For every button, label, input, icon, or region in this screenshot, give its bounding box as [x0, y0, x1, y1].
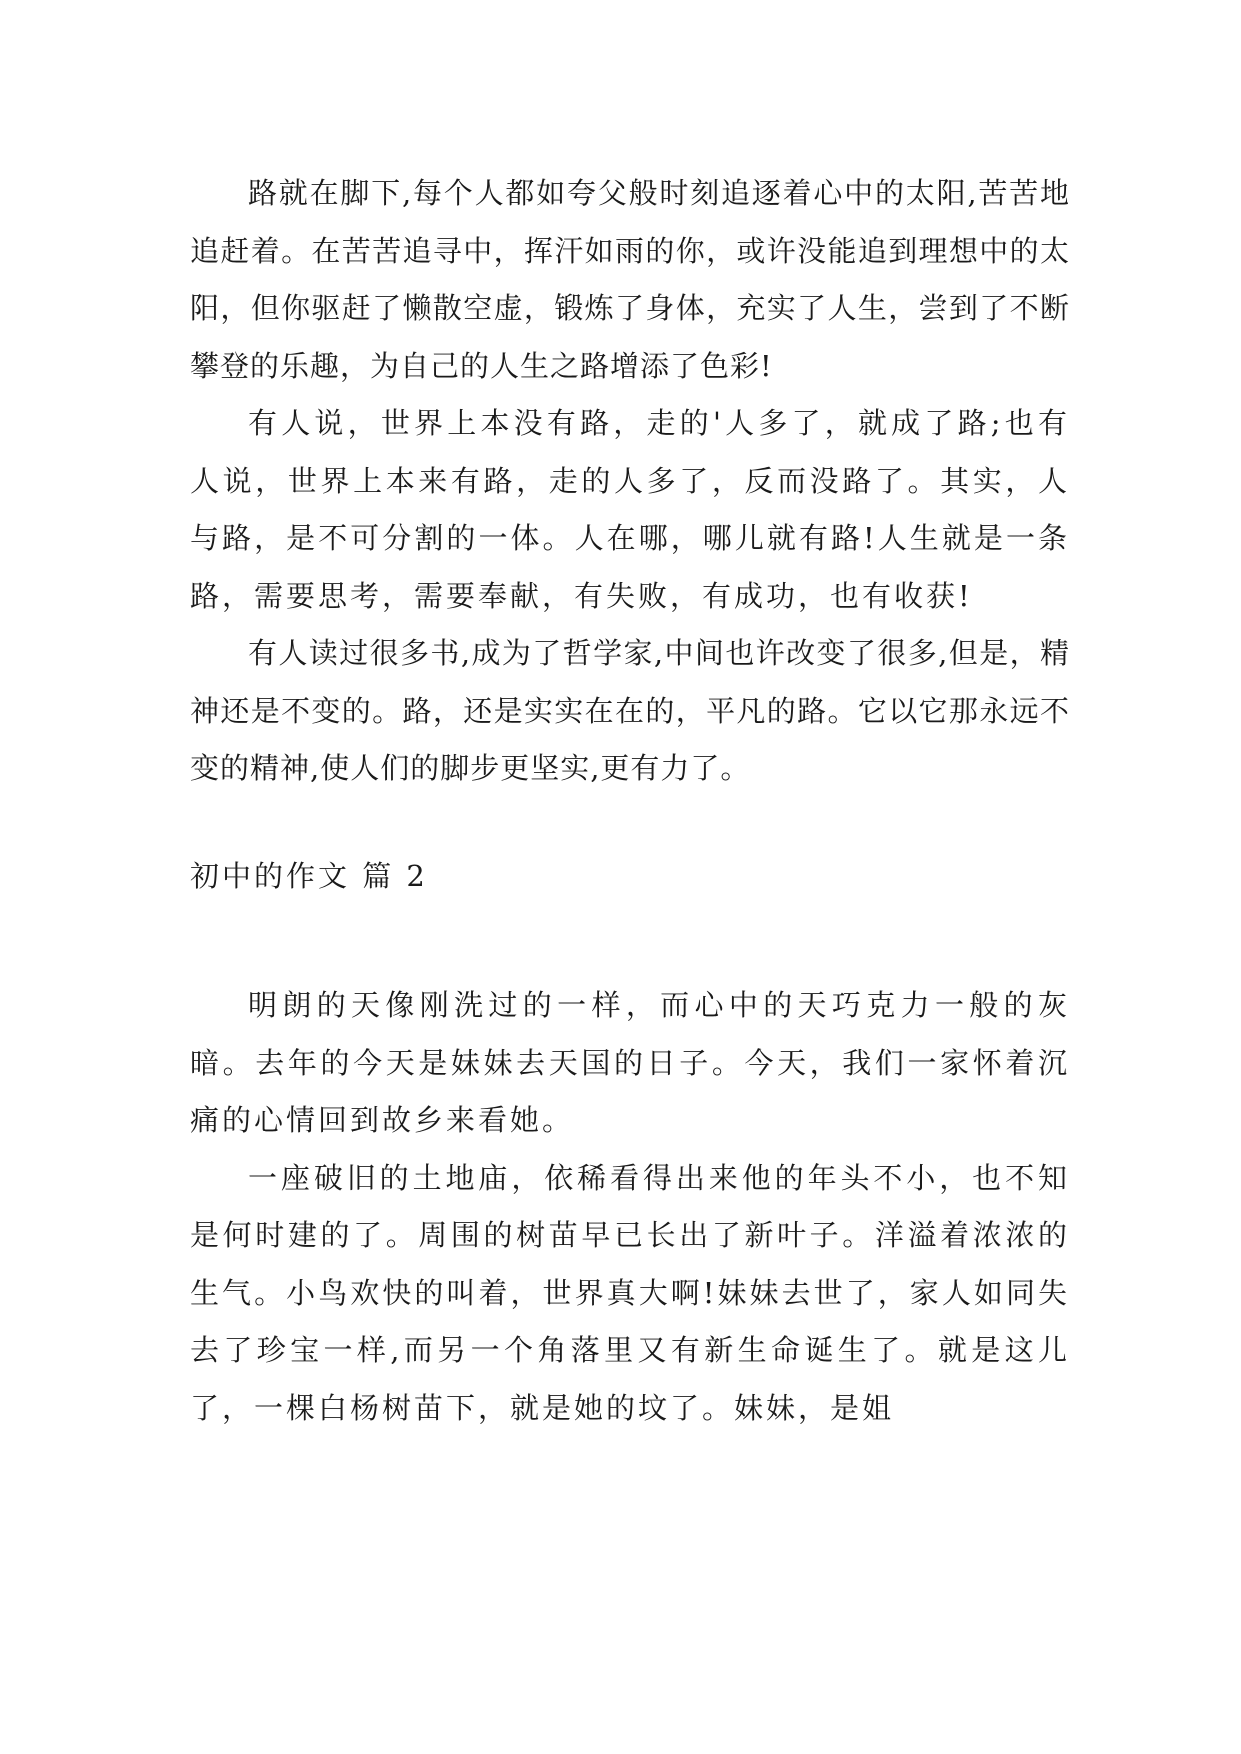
paragraph-someone-said: 有人说，世界上本没有路，走的'人多了，就成了路;也有人说，世界上本来有路，走的人多了，反而没路了。其实，人与路，是不可分割的一体。人在哪，哪儿就有路!人生就是一条路，需要思考，需要奉献，有失败，有成功，也有收获!	[190, 406, 1070, 613]
document-body	[190, 165, 1070, 1437]
paragraph-road-under-feet: 路就在脚下,每个人都如夸父般时刻追逐着心中的太阳,苦苦地追赶着。在苦苦追寻中，挥汗如雨的你，或许没能追到理想中的太阳，但你驱赶了懒散空虚，锻炼了身体，充实了人生，尝到了不断攀登的乐趣，为自己的人生之路增添了色彩!	[190, 176, 1070, 383]
paragraph-bright-sky: 明朗的天像刚洗过的一样，而心中的天巧克力一般的灰暗。去年的今天是妹妹去天国的日子。今天，我们一家怀着沉痛的心情回到故乡来看她。	[190, 988, 1070, 1137]
essay-heading: 初中的作文 篇 2	[190, 858, 428, 893]
paragraph-old-temple: 一座破旧的土地庙，依稀看得出来他的年头不小，也不知是何时建的了。周围的树苗早已长出了新叶子。洋溢着浓浓的生气。小鸟欢快的叫着，世界真大啊!妹妹去世了，家人如同失去了珍宝一样,而另一个角落里又有新生命诞生了。就是这儿了，一棵白杨树苗下，就是她的坟了。妹妹，是姐	[190, 1160, 1070, 1425]
paragraph-philosopher: 有人读过很多书,成为了哲学家,中间也许改变了很多,但是，精神还是不变的。路，还是实实在在的，平凡的路。它以它那永远不变的精神,使人们的脚步更坚实,更有力了。	[190, 636, 1070, 785]
